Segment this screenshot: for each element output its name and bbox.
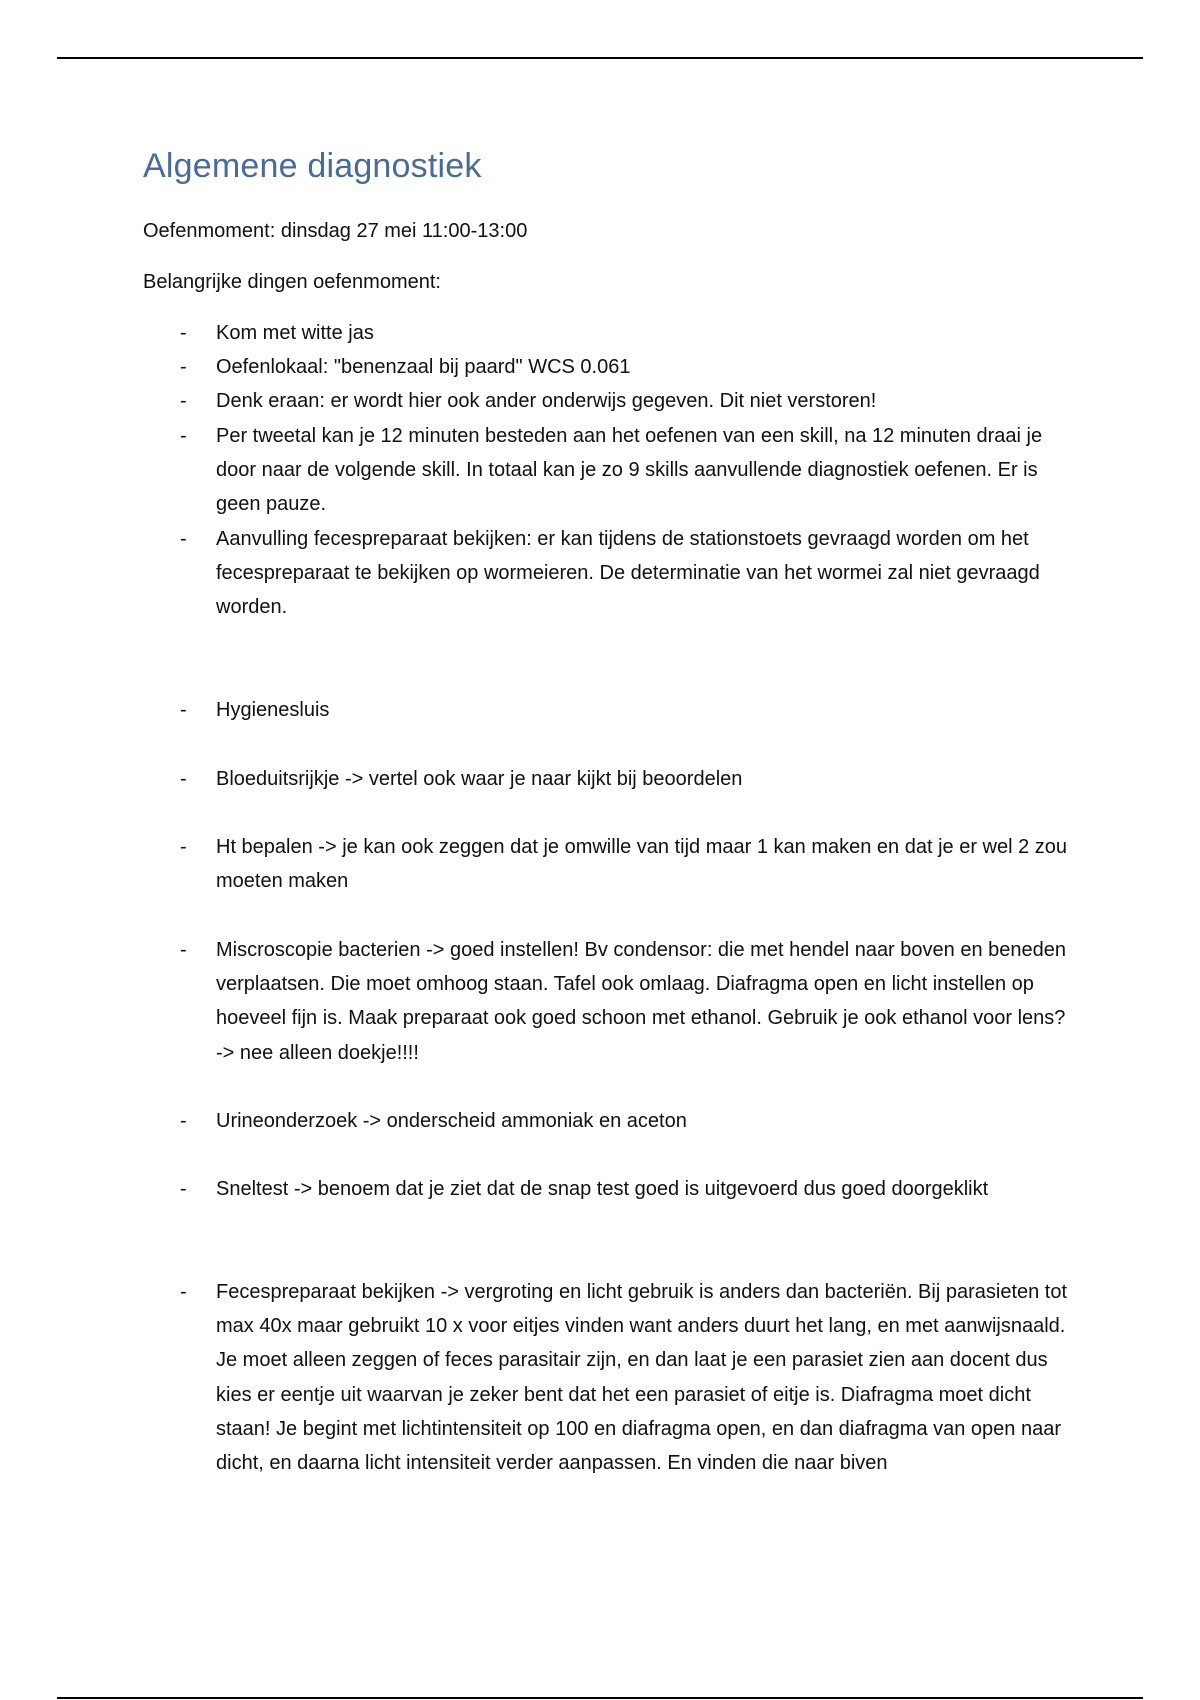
list-item-text: Aanvulling fecespreparaat bekijken: er kan tijdens de stationstoets gevraagd worden om het fecespreparaat te bekijken op wormeieren. De determinatie van het wormei zal niet gevraagd worden. xyxy=(216,528,1040,619)
bullet-dash: - xyxy=(180,768,187,790)
bullet-dash: - xyxy=(180,1281,187,1303)
bullet-dash: - xyxy=(180,390,187,412)
list-item xyxy=(143,1275,1073,1480)
list-item xyxy=(143,384,1073,418)
list-item xyxy=(143,830,1073,898)
list-item xyxy=(143,522,1073,625)
bullet-dash: - xyxy=(180,528,187,550)
intro-line: Belangrijke dingen oefenmoment: xyxy=(143,271,441,293)
list-item xyxy=(143,693,1073,727)
bullet-dash: - xyxy=(180,425,187,447)
header-rule xyxy=(57,57,1143,59)
bullet-dash: - xyxy=(180,356,187,378)
list-item xyxy=(143,1172,1073,1206)
footer-rule xyxy=(57,1697,1143,1699)
list-item-text: Urineonderzoek -> onderscheid ammoniak en aceton xyxy=(216,1110,687,1132)
list-item xyxy=(143,762,1073,796)
bullet-dash: - xyxy=(180,1178,187,1200)
list-item-text: Kom met witte jas xyxy=(216,322,374,344)
list-item xyxy=(143,316,1073,350)
list-item-text: Bloeduitsrijkje -> vertel ook waar je naar kijkt bij beoordelen xyxy=(216,768,743,790)
page-title: Algemene diagnostiek xyxy=(143,147,482,185)
list-item xyxy=(143,933,1073,1070)
bullet-dash: - xyxy=(180,699,187,721)
list-item-text: Per tweetal kan je 12 minuten besteden aan het oefenen van een skill, na 12 minuten draai je door naar de volgende skill. In totaal kan je zo 9 skills aanvullende diagnostiek oefenen. Er is geen pauze. xyxy=(216,425,1043,516)
bullet-dash: - xyxy=(180,1110,187,1132)
list-item xyxy=(143,1104,1073,1138)
list-item-text: Sneltest -> benoem dat je ziet dat de snap test goed is uitgevoerd dus goed doorgeklikt xyxy=(216,1178,989,1200)
list-item-text: Ht bepalen -> je kan ook zeggen dat je omwille van tijd maar 1 kan maken en dat je er wel 2 zou moeten maken xyxy=(216,836,1068,893)
bullet-dash: - xyxy=(180,939,187,961)
bullet-dash: - xyxy=(180,836,187,858)
bullet-dash: - xyxy=(180,322,187,344)
list-item-text: Miscroscopie bacterien -> goed instellen! Bv condensor: die met hendel naar boven en beneden verplaatsen. Die moet omhoog staan. Tafel ook omlaag. Diafragma open en licht instellen op hoeveel fijn is. Maak preparaat ook goed schoon met ethanol. Gebruik je ook ethanol voor lens? -> nee alleen doekje!!!! xyxy=(216,939,1066,1064)
list-item-text: Oefenlokaal: "benenzaal bij paard" WCS 0.061 xyxy=(216,356,631,378)
practice-date: Oefenmoment: dinsdag 27 mei 11:00-13:00 xyxy=(143,220,528,242)
list-item xyxy=(143,350,1073,384)
list-item-text: Hygienesluis xyxy=(216,699,330,721)
list-item-text: Fecespreparaat bekijken -> vergroting en licht gebruik is anders dan bacteriën. Bij parasieten tot max 40x maar gebruikt 10 x voor eitjes vinden want anders duurt het lang, en met aanwijsnaald. Je moet alleen zeggen of feces parasitair zijn, en dan laat je een parasiet zien aan docent dus kies er eentje uit waarvan je zeker bent dat het een parasiet of eitje is. Diafragma moet dicht staan! Je begint met lichtintensiteit op 100 en diafragma open, en dan diafragma van open naar dicht, en daarna licht intensiteit verder aanpassen. En vinden die naar biven xyxy=(216,1281,1068,1475)
list-item-text: Denk eraan: er wordt hier ook ander onderwijs gegeven. Dit niet verstoren! xyxy=(216,390,877,412)
list-item xyxy=(143,419,1073,522)
